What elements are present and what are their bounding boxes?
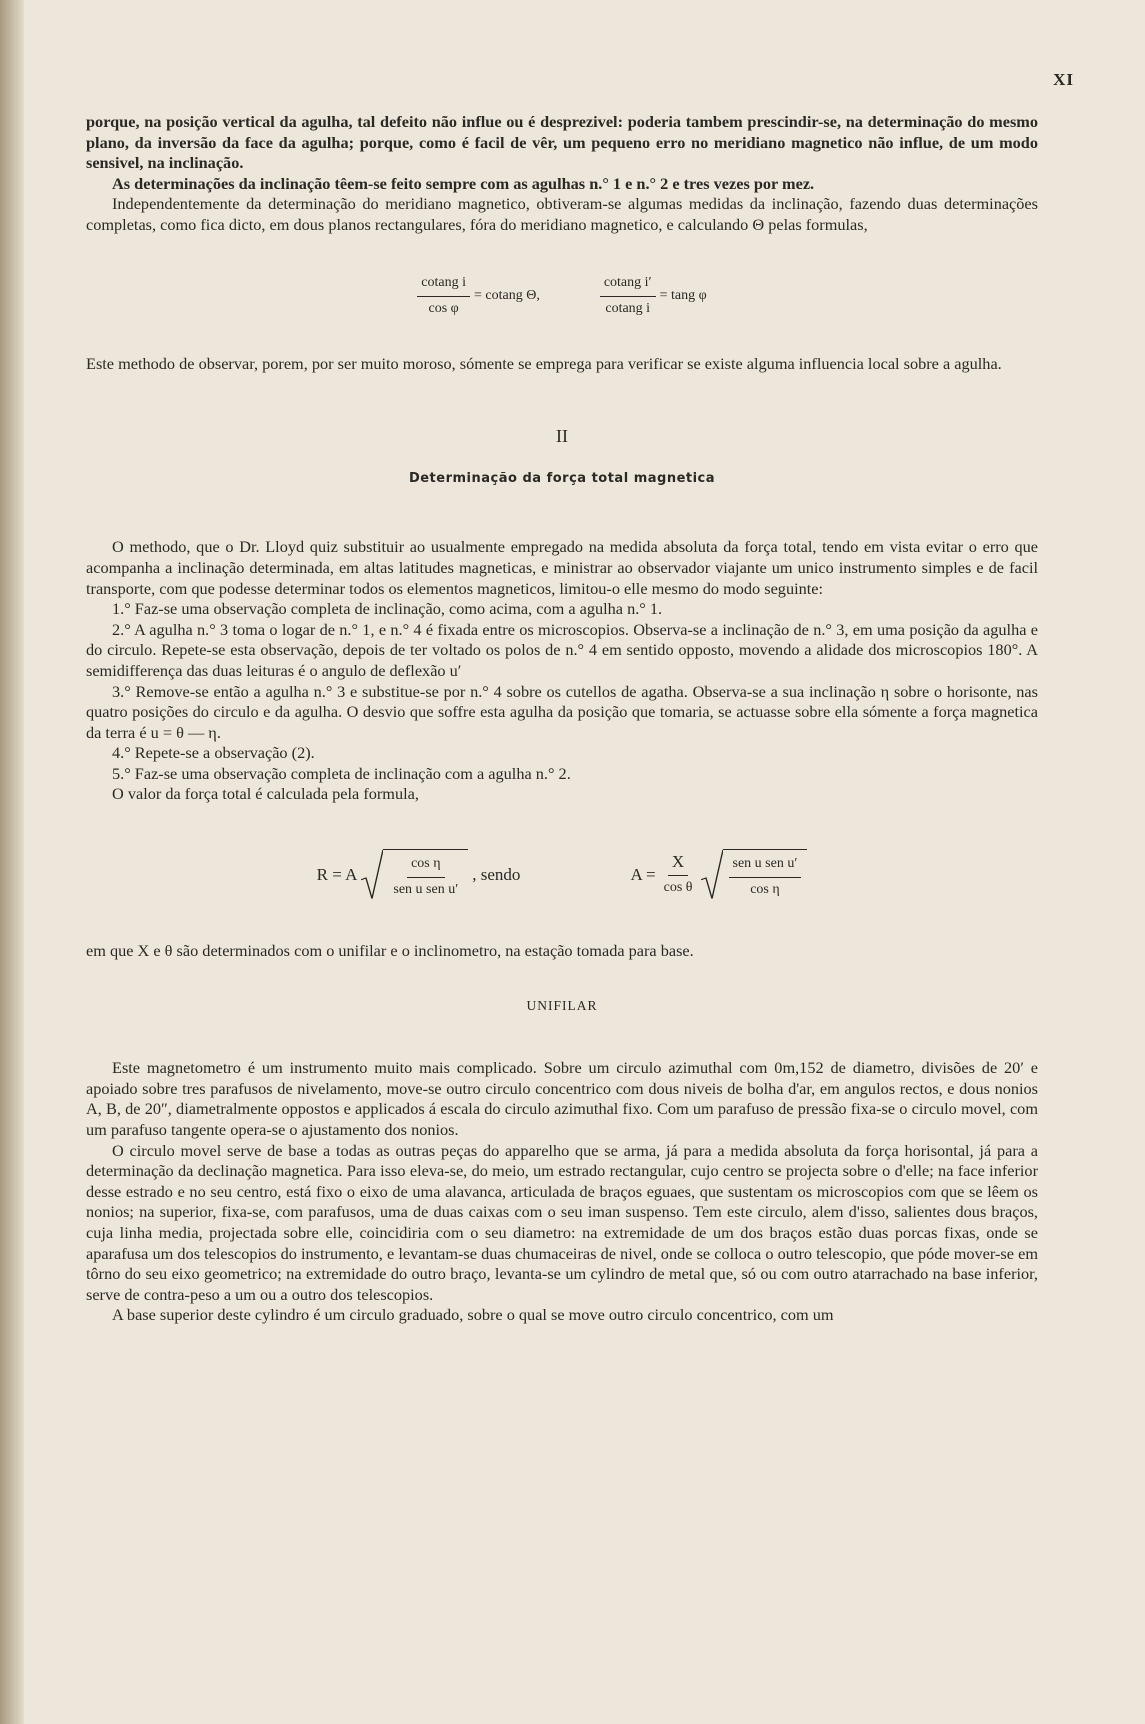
fraction: [389, 854, 462, 900]
formula-a: [630, 849, 807, 900]
step-2: 2.° A agulha n.° 3 toma o logar de n.° 1, e n.° 4 é fixada entre os microscopios. Observa-se a inclinação de n.° 3, em uma posição da agulha e do circulo. Repete-se esta observação, depois de ter voltado os polos de n.° 4 em sentido opposto, movendo a alidade dos microscopios 180°. A semidifferença das duas leituras é o angulo de deflexão u′: [86, 619, 1038, 680]
formula-lhs: A =: [630, 864, 656, 884]
formula-inclination: [86, 262, 1038, 332]
section-number: II: [556, 426, 568, 447]
sqrt-sign: [701, 849, 808, 900]
fraction-numerator: cotang i: [417, 273, 470, 297]
fraction: [600, 273, 656, 319]
paragraph-4: Este methodo de observar, porem, por ser muito moroso, sómente se emprega para verificar se existe alguma influencia local sobre a agulha.: [86, 353, 1002, 373]
fraction: [729, 854, 802, 900]
fraction-numerator: cotang i′: [600, 273, 656, 297]
fraction-denominator: cos θ: [663, 879, 693, 895]
step-4: 4.° Repete-se a observação (2).: [112, 743, 315, 763]
fraction: [417, 273, 470, 319]
paragraph-7: em que X e θ são determinados com o unifilar e o inclinometro, na estação tomada para base.: [86, 941, 694, 961]
formula-mid: , sendo: [472, 864, 521, 884]
formula-rhs: = cotang Θ,: [474, 288, 540, 304]
formula-r: [317, 849, 521, 900]
paragraph-10: A base superior deste cylindro é um circulo graduado, sobre o qual se move outro circulo concentrico, com um: [112, 1305, 834, 1325]
formula-tang-phi: [600, 273, 707, 319]
page-body: [86, 112, 1038, 1326]
fraction: [660, 852, 697, 898]
paragraph-1: porque, na posição vertical da agulha, tal defeito não influe ou é desprezivel: poderia tambem prescindir-se, na determinação do mesmo plano, da inversão da face da agulha; porque, como é facil de vêr, um pequeno erro no meridiano magnetico não influe, de um modo sensivel, na inclinação.: [86, 112, 1038, 173]
subsection-title: UNIFILAR: [526, 997, 598, 1013]
paragraph-8: Este magnetometro é um instrumento muito mais complicado. Sobre um circulo azimuthal com 0m,152 de diametro, divisões de 20′ e apoiado sobre tres parafusos de nivelamento, move-se outro circulo concentrico com dous niveis de bolha d'ar, em angulos rectos, e dous nonios A, B, de 20″, diametralmente oppostos e applicados á escala do circulo azimuthal fixo. Com um parafuso de pressão fixa-se o circulo movel, com um parafuso tangente opera-se o ajustamento dos nonios.: [86, 1058, 1038, 1140]
book-spine: [0, 0, 24, 1724]
page-number: XI: [1053, 70, 1074, 89]
section-title: Determinação da força total magnetica: [408, 470, 716, 486]
paragraph-3: Independentemente da determinação do meridiano magnetico, obtiveram-se algumas medidas da inclinação, fazendo duas determinações completas, como fica dicto, em dous planos rectangulares, fóra do meridiano magnetico, e calculando Θ pelas formulas,: [86, 194, 1038, 234]
fraction-denominator: cotang i: [605, 301, 651, 317]
fraction-denominator: cos φ: [428, 301, 459, 317]
sqrt-sign: [361, 849, 468, 900]
paragraph-9: O circulo movel serve de base a todas as outras peças do apparelho que se arma, já para a medida absoluta da força horisontal, já para a determinação da declinação magnetica. Para isso eleva-se, do meio, um estrado rectangular, cujo centro se projecta sobre o d'elle; na face inferior desse estrado e no seu centro, está fixo o eixo de uma alavanca, articulada de braços eguaes, que sustentam os microscopios com que se lêem os nonios; na superior, fixa-se, com parafusos, uma de duas caixas com o seu iman suspenso. Tem este circulo, alem d'isso, salientes dous braços, cuja linha media, projectada sobre elle, coincidiria com o seu diametro: na extremidade de um dos braços estão duas porcas fixas, onde se aparafusa um dos telescopios do instrumento, e levantam-se duas chumaceiras de nivel, onde se colloca o outro telescopio, que póde mover-se em tôrno do seu eixo geometrico; na extremidade do outro braço, levanta-se um cylindro de metal que, só ou com outro atarrachado na base inferior, serve de contra-peso a um ou a outro dos telescopios.: [86, 1140, 1038, 1304]
paragraph-2: As determinações da inclinação têem-se feito sempre com as agulhas n.° 1 e n.° 2 e tres vezes por mez.: [112, 173, 815, 193]
fraction-numerator: cos η: [407, 854, 444, 878]
book-page: [24, 0, 1145, 1724]
fraction-numerator: sen u sen u′: [729, 854, 802, 878]
paragraph-5: O methodo, que o Dr. Lloyd quiz substituir ao usualmente empregado na medida absoluta da força total, tendo em vista evitar o erro que acompanha a inclinação determinada, em altas latitudes magneticas, e ministrar ao observador viajante um unico instrumento simples e de facil transporte, com que podesse determinar todos os elementos magneticos, limitou-o elle mesmo do modo seguinte:: [86, 537, 1038, 598]
formula-total-force: [86, 839, 1038, 911]
formula-lhs: R = A: [316, 864, 358, 884]
step-5: 5.° Faz-se uma observação completa de inclinação com a agulha n.° 2.: [112, 763, 571, 783]
fraction-denominator: cos η: [750, 882, 780, 898]
paragraph-6: O valor da força total é calculada pela formula,: [112, 784, 419, 804]
fraction-denominator: sen u sen u′: [393, 882, 459, 898]
fraction-numerator: X: [668, 852, 688, 876]
step-3: 3.° Remove-se então a agulha n.° 3 e substitue-se por n.° 4 sobre os cutellos de agatha. Observa-se a sua inclinação η sobre o horisonte, nas quatro posições do circulo e da agulha. O desvio que soffre esta agulha da posição que tomaria, se actuasse sobre ella sómente a força magnetica da terra é u = θ — η.: [86, 681, 1038, 742]
step-1: 1.° Faz-se uma observação completa de inclinação, como acima, com a agulha n.° 1.: [112, 599, 663, 619]
formula-cotang-theta: [417, 273, 540, 319]
formula-rhs: = tang φ: [659, 288, 707, 304]
